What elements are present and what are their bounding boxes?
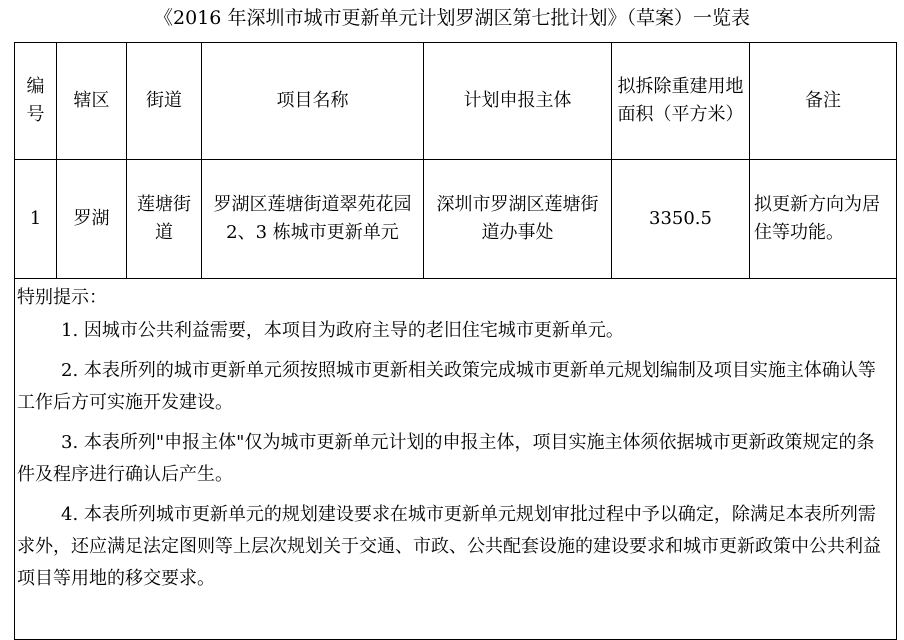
- plan-table: [14, 42, 897, 640]
- header-applicant: 计划申报主体: [424, 43, 612, 160]
- header-remarks: 备注: [750, 43, 897, 160]
- cell-project-name: 罗湖区莲塘街道翠苑花园 2、3 栋城市更新单元: [202, 160, 424, 279]
- table-header-row: [15, 43, 897, 160]
- notes-heading: 特别提示：: [17, 287, 107, 308]
- header-district: 辖区: [57, 43, 127, 160]
- cell-area: 3350.5: [612, 160, 750, 279]
- note-item: 3. 本表所列"申报主体"仅为城市更新单元计划的申报主体，项目实施主体须依据城市更新政策规定的条件及程序进行确认后产生。: [17, 432, 875, 485]
- header-area: 拟拆除重建用地面积（平方米）: [612, 43, 750, 160]
- cell-street: 莲塘街道: [127, 160, 202, 279]
- table-row: [15, 160, 897, 279]
- cell-number: 1: [15, 160, 57, 279]
- header-street: 街道: [127, 43, 202, 160]
- cell-applicant: 深圳市罗湖区莲塘街道办事处: [424, 160, 612, 279]
- cell-district: 罗湖: [57, 160, 127, 279]
- note-item: 2. 本表所列的城市更新单元须按照城市更新相关政策完成城市更新单元规划编制及项目实施主体确认等工作后方可实施开发建设。: [17, 360, 876, 413]
- document-title: 《2016 年深圳市城市更新单元计划罗湖区第七批计划》（草案）一览表: [154, 7, 750, 29]
- notes-section: [15, 279, 897, 640]
- cell-remarks: 拟更新方向为居住等功能。: [750, 160, 897, 279]
- header-project-name: 项目名称: [202, 43, 424, 160]
- note-item: 1. 因城市公共利益需要，本项目为政府主导的老旧住宅城市更新单元。: [61, 320, 624, 341]
- header-number: 编号: [15, 43, 57, 160]
- notes-row: [15, 279, 897, 640]
- note-item: 4. 本表所列城市更新单元的规划建设要求在城市更新单元规划审批过程中予以确定，除满足本表所列需求外，还应满足法定图则等上层次规划关于交通、市政、公共配套设施的建设要求和城市更新政策中公共利益项目等用地的移交要求。: [17, 504, 881, 589]
